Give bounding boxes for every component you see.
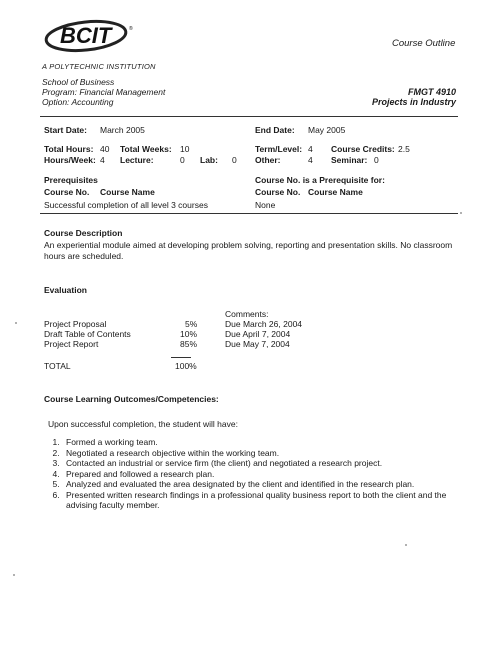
lab-value: 0 (232, 155, 237, 165)
description-text: An experiential module aimed at developing problem solving, reporting and presentation skills. No classroom hours are scheduled. (44, 240, 453, 261)
outcomes-title: Course Learning Outcomes/Competencies: (44, 394, 219, 404)
description-title: Course Description (44, 228, 123, 238)
seminar-value: 0 (374, 155, 379, 165)
header-divider (40, 116, 458, 117)
prereq-divider (40, 213, 458, 214)
institution-tagline: A POLYTECHNIC INSTITUTION (42, 62, 156, 71)
evaluation-title: Evaluation (44, 285, 87, 295)
other-value: 4 (308, 155, 313, 165)
prerequisites-title: Prerequisites (44, 175, 98, 185)
total-weeks-label: Total Weeks: (120, 144, 172, 154)
hours-week-label: Hours/Week: (44, 155, 96, 165)
evaluation-comments-label: Comments: (225, 309, 269, 319)
eval-row-item: Project Report (44, 339, 99, 349)
start-date-value: March 2005 (100, 125, 145, 135)
option-name: Option: Accounting (42, 97, 114, 107)
eval-row-pct: 85% (180, 339, 198, 349)
eval-row-pct: 5% (185, 319, 198, 329)
doc-type: Course Outline (392, 38, 456, 49)
list-item: 3. Contacted an industrial or service firm (the client) and negotiated a research project. (62, 458, 470, 469)
course-credits-label: Course Credits: (331, 144, 395, 154)
list-item: 2. Negotiated a research objective within the working team. (62, 448, 470, 459)
eval-row-comment: Due March 26, 2004 (225, 319, 303, 329)
scan-speck (15, 322, 17, 324)
bcit-logo (42, 16, 160, 62)
eval-row-pct: 10% (180, 329, 198, 339)
program-name: Program: Financial Management (42, 87, 166, 97)
lab-label: Lab: (200, 155, 218, 165)
eval-total-label: TOTAL (44, 361, 71, 371)
course-title: Projects in Industry (371, 97, 456, 107)
eval-row-comment: Due May 7, 2004 (225, 339, 290, 349)
prereq-col-course-name: Course Name (100, 187, 155, 197)
scan-speck (460, 212, 462, 214)
end-date-value: May 2005 (308, 125, 346, 135)
lecture-value: 0 (180, 155, 185, 165)
prereq-col-course-no: Course No. (44, 187, 90, 197)
scan-speck (13, 574, 15, 576)
start-date-label: Start Date: (44, 125, 87, 135)
lecture-label: Lecture: (120, 155, 154, 165)
is-prereq-value: None (255, 200, 276, 210)
term-level-value: 4 (308, 144, 313, 154)
end-date-label: End Date: (255, 125, 295, 135)
outcomes-intro: Upon successful completion, the student will have: (48, 419, 238, 429)
eval-row-item: Draft Table of Contents (44, 329, 131, 339)
term-level-label: Term/Level: (255, 144, 303, 154)
logo-text: BCIT (60, 23, 112, 48)
total-hours-label: Total Hours: (44, 144, 94, 154)
total-underline (171, 357, 191, 358)
eval-row-item: Project Proposal (44, 319, 107, 329)
course-code: FMGT 4910 (407, 87, 456, 97)
eval-row-comment: Due April 7, 2004 (225, 329, 291, 339)
total-weeks-value: 10 (180, 144, 190, 154)
course-credits-value: 2.5 (398, 144, 410, 154)
list-item: 6. Presented written research findings in a professional quality business report to both the client and the advising faculty member. (62, 490, 470, 511)
is-prereq-col-course-no: Course No. (255, 187, 301, 197)
other-label: Other: (255, 155, 281, 165)
eval-total-value: 100% (175, 361, 197, 371)
list-item: 1. Formed a working team. (62, 437, 470, 448)
outcomes-list (48, 437, 470, 511)
school-name: School of Business (42, 77, 115, 87)
scan-speck (405, 544, 407, 546)
is-prereq-title: Course No. is a Prerequisite for: (255, 175, 385, 185)
is-prereq-col-course-name: Course Name (308, 187, 363, 197)
list-item: 5. Analyzed and evaluated the area designated by the client and identified in the research plan. (62, 479, 470, 490)
total-hours-value: 40 (100, 144, 110, 154)
svg-text:®: ® (129, 26, 133, 32)
seminar-label: Seminar: (331, 155, 368, 165)
hours-week-value: 4 (100, 155, 105, 165)
prereq-value: Successful completion of all level 3 courses (44, 200, 208, 210)
list-item: 4. Prepared and followed a research plan. (62, 469, 470, 480)
